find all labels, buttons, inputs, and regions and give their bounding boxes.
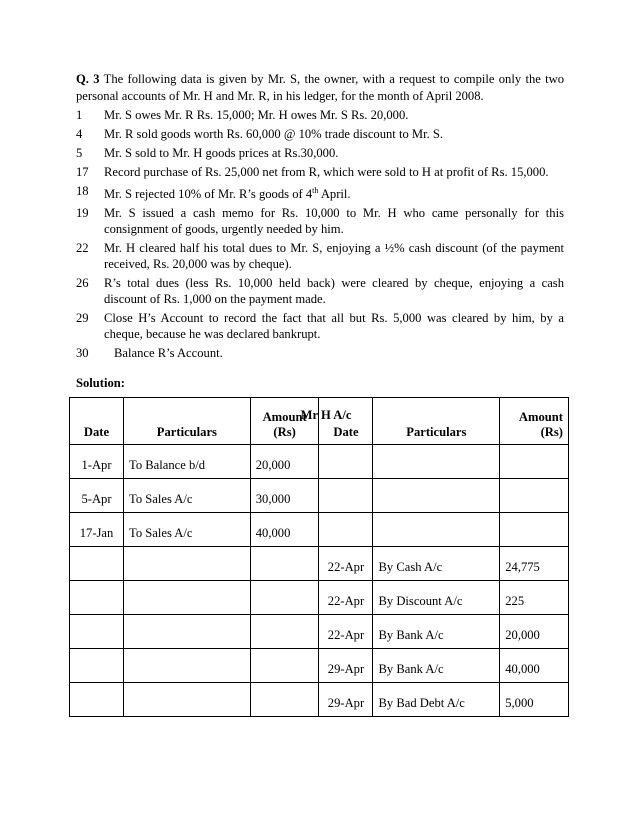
debit-particulars-cell [124,683,251,717]
table-row [70,581,569,615]
item-text: R’s total dues (less Rs. 10,000 held back) were cleared by cheque, enjoying a cash discount of Rs. 1,000 on the payment made. [104,276,564,307]
debit-particulars-cell: To Sales A/c [124,513,251,547]
header-amount-debit [250,398,319,445]
item-day: 19 [76,206,89,221]
credit-date-cell [319,479,373,513]
solution-heading: Solution: [76,376,125,391]
debit-date-cell [70,649,124,683]
credit-date-cell: 29-Apr [319,683,373,717]
credit-amount-cell: 5,000 [500,683,569,717]
debit-amount-cell: 20,000 [250,445,319,479]
debit-particulars-cell [124,547,251,581]
question-label: Q. 3 [76,72,100,86]
credit-date-cell: 22-Apr [319,581,373,615]
debit-amount-cell: 40,000 [250,513,319,547]
list-item [76,126,564,142]
credit-amount-cell: 40,000 [500,649,569,683]
item-day: 18 [76,184,89,198]
credit-amount-cell [500,445,569,479]
account-title: Mr H A/c [300,408,352,423]
item-text: Mr. S sold to Mr. H goods prices at Rs.30,000. [104,146,339,160]
credit-particulars-cell [373,513,500,547]
header-amount-credit [500,398,569,445]
table-row [70,615,569,649]
item-day: 5 [76,146,83,160]
credit-amount-cell: 24,775 [500,547,569,581]
credit-date-cell [319,513,373,547]
credit-particulars-cell [373,445,500,479]
debit-date-cell [70,683,124,717]
credit-date-cell: 22-Apr [319,615,373,649]
credit-date-cell: 22-Apr [319,547,373,581]
debit-date-cell: 1-Apr [70,445,124,479]
credit-amount-cell [500,479,569,513]
item-text-main: Mr. S rejected 10% of Mr. R’s goods of 4 [104,187,313,202]
header-amount-unit: (Rs) [540,425,563,439]
item-text: Balance R’s Account. [114,346,223,361]
credit-amount-cell: 225 [500,581,569,615]
list-item [76,275,564,307]
credit-amount-cell: 20,000 [500,615,569,649]
item-text: Mr. R sold goods worth Rs. 60,000 @ 10% trade discount to Mr. S. [104,127,444,141]
debit-amount-cell: 30,000 [250,479,319,513]
list-item [76,145,564,161]
question-text: The following data is given by Mr. S, the owner, with a request to compile only the two personal accounts of Mr. H and Mr. R, in his ledger, for the month of April 2008. [76,72,565,103]
debit-date-cell [70,615,124,649]
ledger-header-row [70,398,569,445]
list-item [76,240,564,272]
debit-amount-cell [250,547,319,581]
table-row [70,513,569,547]
table-row [70,445,569,479]
transaction-list [76,107,564,361]
item-day: 30 [76,346,89,361]
credit-particulars-cell: By Bad Debt A/c [373,683,500,717]
debit-particulars-cell: To Sales A/c [124,479,251,513]
debit-date-cell [70,581,124,615]
debit-amount-cell [250,581,319,615]
credit-particulars-cell: By Cash A/c [373,547,500,581]
item-text-end: April. [318,187,351,202]
item-text: Mr. S owes Mr. R Rs. 15,000; Mr. H owes Mr. S Rs. 20,000. [104,108,409,122]
table-row [70,479,569,513]
item-text: Mr. H cleared half his total dues to Mr. S, enjoying a ½% cash discount (of the payment received, Rs. 20,000 was by cheque). [104,241,564,272]
item-text: Record purchase of Rs. 25,000 net from R, which were sold to H at profit of Rs. 15,000. [104,165,549,179]
list-item [76,164,564,180]
ledger-table [69,397,569,717]
question-paragraph [76,71,564,105]
debit-particulars-cell [124,649,251,683]
ordinal-suffix: th [312,186,319,195]
list-item [76,107,564,123]
item-day: 4 [76,127,83,141]
credit-particulars-cell: By Bank A/c [373,649,500,683]
debit-amount-cell [250,649,319,683]
header-particulars-debit: Particulars [124,398,251,445]
item-day: 1 [76,108,83,122]
credit-particulars-cell: By Bank A/c [373,615,500,649]
debit-amount-cell [250,683,319,717]
list-item [76,205,564,237]
list-item [76,345,564,361]
debit-particulars-cell [124,581,251,615]
table-row [70,649,569,683]
table-row [70,683,569,717]
list-item [76,183,564,202]
header-date-debit: Date [70,398,124,445]
item-day: 17 [76,165,89,179]
item-day: 22 [76,241,89,256]
header-amount-unit: (Rs) [273,425,296,439]
item-day: 29 [76,311,89,326]
ledger-body [70,445,569,717]
item-day: 26 [76,276,89,291]
table-row [70,547,569,581]
item-text: Mr. S issued a cash memo for Rs. 10,000 to Mr. H who came personally for this consignment of goods, urgently needed by him. [104,206,564,237]
debit-date-cell [70,547,124,581]
header-amount-label: Amount [518,410,563,424]
header-date-credit: Date [319,398,373,445]
item-text: Close H’s Account to record the fact that all but Rs. 5,000 was cleared by him, by a cheque, because he was declared bankrupt. [104,311,564,342]
header-amount-label: Amount [262,410,307,424]
debit-particulars-cell [124,615,251,649]
credit-amount-cell [500,513,569,547]
credit-particulars-cell: By Discount A/c [373,581,500,615]
item-text [104,183,564,202]
debit-date-cell: 17-Jan [70,513,124,547]
document-body [76,71,564,423]
debit-amount-cell [250,615,319,649]
list-item [76,310,564,342]
debit-date-cell: 5-Apr [70,479,124,513]
credit-date-cell: 29-Apr [319,649,373,683]
debit-particulars-cell: To Balance b/d [124,445,251,479]
credit-date-cell [319,445,373,479]
credit-particulars-cell [373,479,500,513]
header-particulars-credit: Particulars [373,398,500,445]
